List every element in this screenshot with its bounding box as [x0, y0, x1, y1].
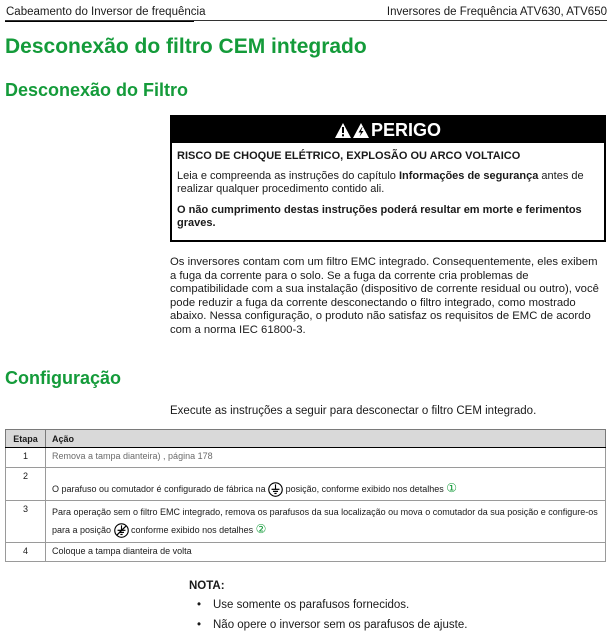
intro-paragraph: Os inversores contam com um filtro EMC integrado. Consequentemente, eles exibem a fuga da corrente para o solo. Se a fuga da corrente cria problemas de compatibilidade com a sua instalação (dispositivo de corrente residual ou outro), você pode reduzir a fuga da corrente desconectando o filtro integrado, como mostrado abaixo. Nessa configuração, o produto não satisfaz os requisitos de EMC de acordo com a norma IEC 61800-3.: [170, 256, 599, 336]
table-row: [6, 448, 606, 468]
danger-bar: [172, 117, 604, 143]
step-number: 3: [6, 501, 46, 543]
danger-p1-post: antes de realizar qualquer procedimento contido ali.: [177, 170, 584, 195]
step-action: Coloque a tampa dianteira de volta: [46, 543, 606, 562]
page-title: Desconexão do filtro CEM integrado: [5, 35, 367, 58]
note-text: Use somente os parafusos fornecidos.: [213, 599, 410, 611]
header-product: Inversores de Frequência ATV630, ATV650: [386, 6, 607, 18]
step-text-tail: posição, conforme exibido nos detalhes: [283, 484, 447, 494]
danger-consequence: O não cumprimento destas instruções poderá resultar em morte e ferimentos graves.: [177, 204, 582, 229]
note-list: [197, 598, 467, 638]
detail-marker-2: ②: [255, 522, 267, 537]
step-text-tail: conforme exibido nos detalhes: [128, 525, 256, 536]
step-number: 1: [6, 448, 46, 468]
step-text: O parafuso ou comutador é configurado de fábrica na: [52, 484, 269, 494]
note-text: Não opere o inversor sem os parafusos de ajuste.: [213, 619, 468, 631]
table-header-row: [6, 430, 606, 448]
ground-symbol-icon: [268, 482, 283, 497]
danger-label: PERIGO: [370, 119, 441, 140]
danger-paragraph: [172, 162, 604, 196]
danger-heading: RISCO DE CHOQUE ELÉTRICO, EXPLOSÃO OU ARCO VOLTAICO: [177, 150, 521, 162]
front-cover-link[interactable]: Remova a tampa dianteira) , página 178: [52, 451, 213, 461]
note-label: NOTA:: [189, 580, 225, 592]
safety-info-reference[interactable]: Informações de segurança: [398, 170, 539, 182]
list-item: • Não opere o inversor sem os parafusos de ajuste.: [197, 619, 468, 631]
step-number: 2: [6, 468, 46, 501]
table-row: [6, 468, 606, 501]
danger-box: [170, 115, 606, 242]
ground-crossed-symbol-icon: [114, 523, 129, 538]
section-title-config: Configuração: [5, 368, 122, 388]
step-text: Para operação sem o filtro EMC integrado, remova os parafusos da sua localização ou mova o comutador da sua posição e configure-os para a posição: [52, 507, 598, 536]
list-item: • Use somente os parafusos fornecidos.: [197, 599, 410, 611]
steps-table: [5, 429, 606, 562]
column-header-step: Etapa: [6, 430, 46, 448]
step-action: [46, 501, 606, 543]
header-rule: [5, 21, 194, 22]
header-chapter: Cabeamento do Inversor de frequência: [6, 6, 206, 18]
table-row: [6, 501, 606, 543]
section-title-filter: Desconexão do Filtro: [5, 80, 189, 100]
step-action: [46, 468, 606, 501]
step-action: [46, 448, 606, 468]
table-row: [6, 543, 606, 562]
detail-marker-1: ①: [446, 481, 458, 495]
step-number: 4: [6, 543, 46, 562]
instructions-lead: Execute as instruções a seguir para desconectar o filtro CEM integrado.: [170, 405, 537, 417]
danger-p1-pre: Leia e compreenda as instruções do capítulo: [177, 170, 399, 182]
page-header: [5, 4, 607, 21]
warning-triangle-icon: [335, 123, 351, 138]
column-header-action: Ação: [46, 430, 606, 448]
electric-warning-triangle-icon: [353, 123, 369, 138]
